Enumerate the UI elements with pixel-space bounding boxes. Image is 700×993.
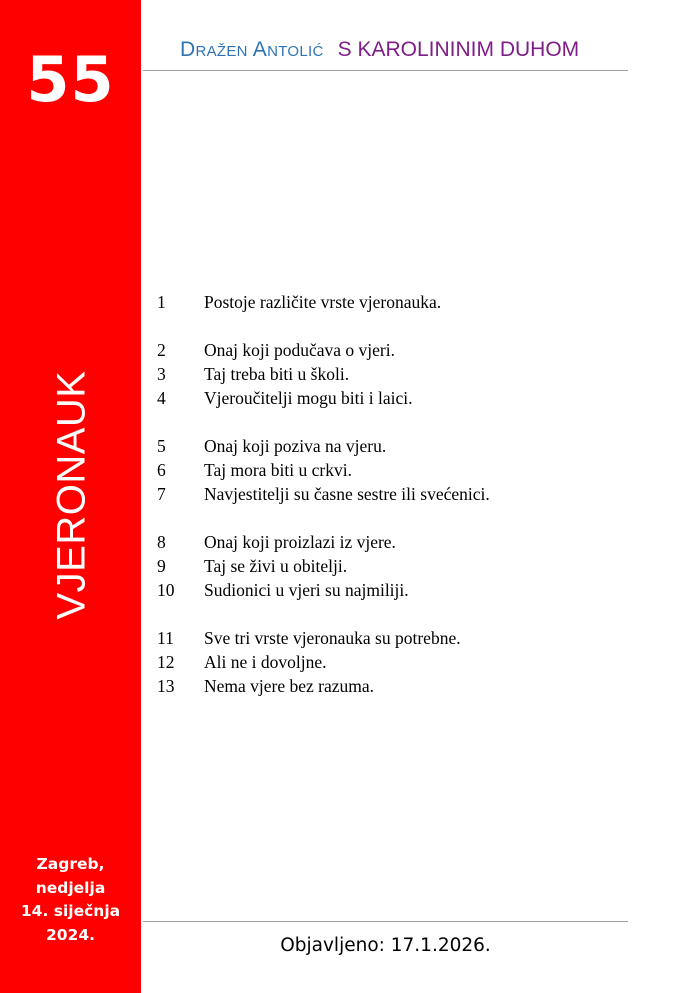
verse-number: 13 — [157, 676, 175, 696]
verse-line — [157, 386, 490, 410]
verse-number: 10 — [157, 580, 175, 600]
red-sidebar — [0, 0, 141, 993]
verse-number: 2 — [157, 340, 166, 360]
verse-line — [157, 554, 490, 578]
verse-text: Onaj koji proizlazi iz vjere. — [204, 532, 396, 552]
verse-text: Taj treba biti u školi. — [204, 364, 350, 384]
verse-number: 12 — [157, 652, 175, 672]
verse-number: 6 — [157, 460, 166, 480]
verse-line — [157, 458, 490, 482]
verse-line — [157, 578, 490, 602]
verse-line — [157, 434, 490, 458]
verse-number: 11 — [157, 628, 174, 648]
verse-number: 4 — [157, 388, 166, 408]
verse-line — [157, 626, 490, 650]
verse-number: 3 — [157, 364, 166, 384]
verse-text: Nema vjere bez razuma. — [204, 676, 375, 696]
verse-text: Sudionici u vjeri su najmiliji. — [204, 580, 409, 600]
verse-line — [157, 338, 490, 362]
verse-text: Vjeroučitelji mogu biti i laici. — [204, 388, 413, 408]
place-date-line: 14. siječnja — [20, 902, 121, 920]
vertical-title: VJERONAUK — [49, 370, 94, 620]
verse-text: Postoje različite vrste vjeronauka. — [204, 292, 442, 312]
place-date-line: nedjelja — [35, 878, 106, 897]
verse-text: Taj se živi u obitelji. — [204, 556, 348, 576]
verse-line — [157, 530, 490, 554]
verse-line — [157, 650, 490, 674]
verse-text: Onaj koji poziva na vjeru. — [204, 436, 387, 456]
place-date-line: 2024. — [45, 925, 96, 944]
verse-number: 8 — [157, 532, 166, 552]
verse-text: Taj mora biti u crkvi. — [204, 460, 352, 480]
page-number: 55 — [26, 43, 115, 116]
verse-line — [157, 674, 490, 698]
place-date — [0, 853, 141, 947]
verse-line — [157, 290, 490, 314]
verse-text: Sve tri vrste vjeronauka su potrebne. — [204, 628, 461, 648]
verse-line — [157, 482, 490, 506]
verse-line — [157, 362, 490, 386]
verse-number: 9 — [157, 556, 166, 576]
verse-text: Navjestitelji su časne sestre ili svećenici. — [204, 484, 490, 504]
verse-number: 5 — [157, 436, 166, 456]
book-title: S KAROLININIM DUHOM — [337, 38, 580, 61]
verse-text: Ali ne i dovoljne. — [204, 652, 327, 672]
page-header — [180, 38, 579, 62]
verse-list — [157, 290, 490, 698]
verse-number: 7 — [157, 484, 166, 504]
published-date: Objavljeno: 17.1.2026. — [280, 935, 491, 956]
header-divider — [143, 70, 628, 71]
place-date-line: Zagreb, — [36, 855, 105, 873]
footer-divider — [143, 921, 628, 922]
author-name: Dražen Antolić — [180, 38, 324, 61]
verse-number: 1 — [157, 292, 166, 312]
verse-text: Onaj koji podučava o vjeri. — [204, 340, 395, 360]
